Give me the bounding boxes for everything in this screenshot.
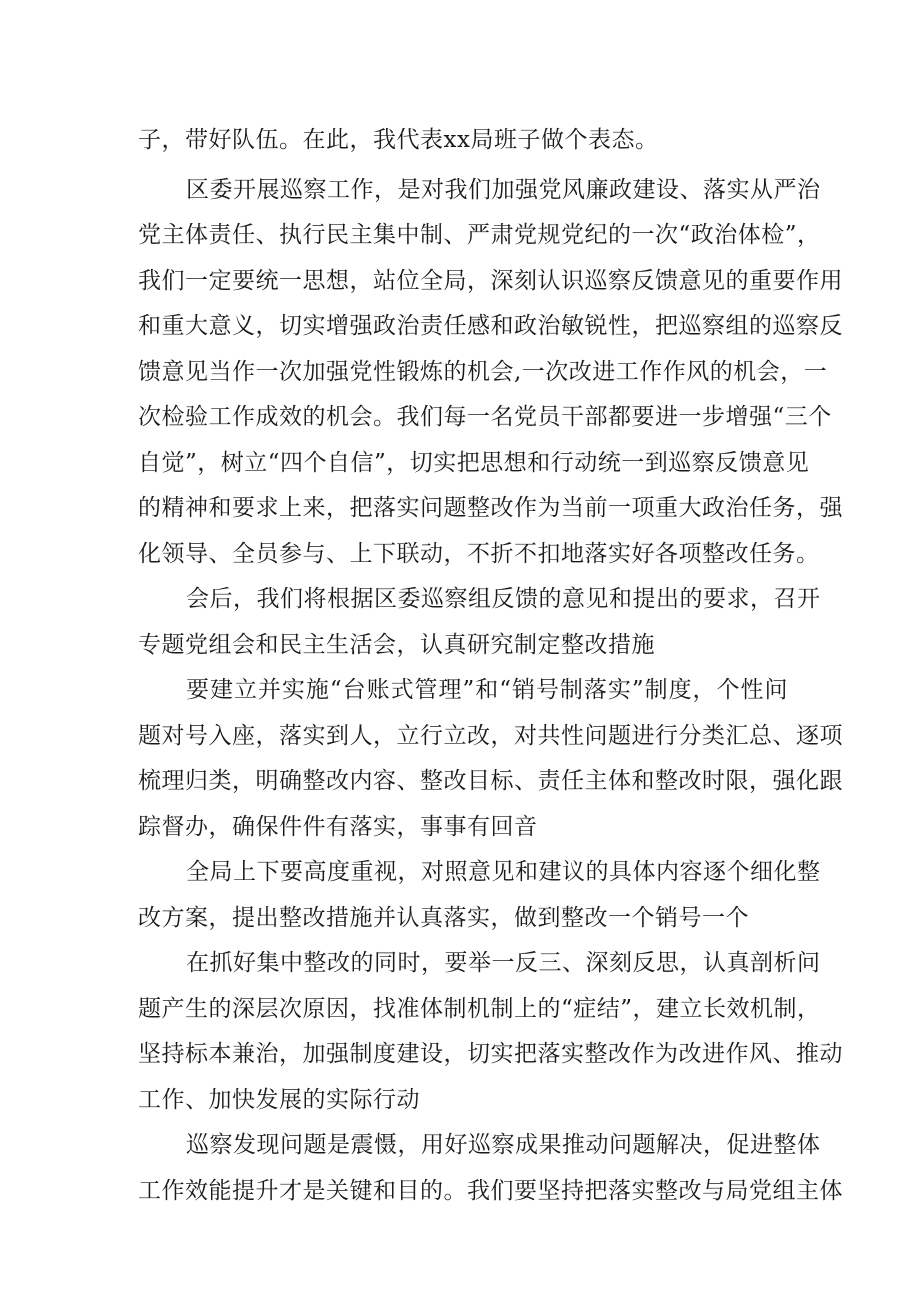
text-line: 踪督办，确保件件有落实，事事有回音: [138, 814, 538, 840]
text-line: 我们一定要统一思想，站位全局，深刻认识巡察反馈意见的重要作用: [138, 268, 843, 294]
text-line: 次检验工作成效的机会。我们每一名党员干部都要进一步增强“三个: [138, 404, 832, 430]
text-line: 梳理归类，明确整改内容、整改目标、责任主体和整改时限，强化跟: [138, 768, 843, 794]
text-line: 和重大意义，切实增强政治责任感和政治敏锐性，把巡察组的巡察反: [138, 313, 843, 339]
text-line: 全局上下要高度重视，对照意见和建议的具体内容逐个细化整: [186, 859, 821, 885]
text-line: 会后，我们将根据区委巡察组反馈的意见和提出的要求，召开: [186, 586, 821, 612]
text-line: 巡察发现问题是震慑，用好巡察成果推动问题解决，促进整体: [186, 1132, 821, 1158]
text-line: 馈意见当作一次加强党性锻炼的机会,一次改进工作作风的机会，一: [138, 359, 828, 385]
text-line: 在抓好集中整改的同时，要举一反三、深刻反思，认真剖析问: [186, 950, 821, 976]
text-line: 党主体责任、执行民主集中制、严肃党规党纪的一次“政治体检”，: [138, 222, 821, 248]
text-line: 的精神和要求上来，把落实问题整改作为当前一项重大政治任务，强: [138, 495, 843, 521]
text-line: 改方案，提出整改措施并认真落实，做到整改一个销号一个: [138, 905, 749, 931]
text-line: 题对号入座，落实到人，立行立改，对共性问题进行分类汇总、逐项: [138, 723, 843, 749]
text-line: 工作效能提升才是关键和目的。我们要坚持把落实整改与局党组主体: [138, 1178, 843, 1204]
text-line: 题产生的深层次原因，找准体制机制上的“症结”，建立长效机制，: [138, 996, 821, 1022]
text-line: 工作、加快发展的实际行动: [138, 1087, 420, 1113]
text-line: 化领导、全员参与、上下联动，不折不扣地落实好各项整改任务。: [138, 541, 820, 567]
text-line: 子，带好队伍。在此，我代表xx局班子做个表态。: [138, 127, 659, 153]
text-line: 坚持标本兼治，加强制度建设，切实把落实整改作为改进作风、推动: [138, 1041, 843, 1067]
text-line: 自觉”，树立“四个自信”，切实把思想和行动统一到巡察反馈意见: [138, 450, 810, 476]
text-line: 专题党组会和民主生活会，认真研究制定整改措施: [138, 632, 655, 658]
text-line: 要建立并实施“台账式管理”和“销号制落实”制度，个性问: [186, 677, 788, 703]
text-line: 区委开展巡察工作，是对我们加强党风廉政建设、落实从严治: [186, 177, 821, 203]
